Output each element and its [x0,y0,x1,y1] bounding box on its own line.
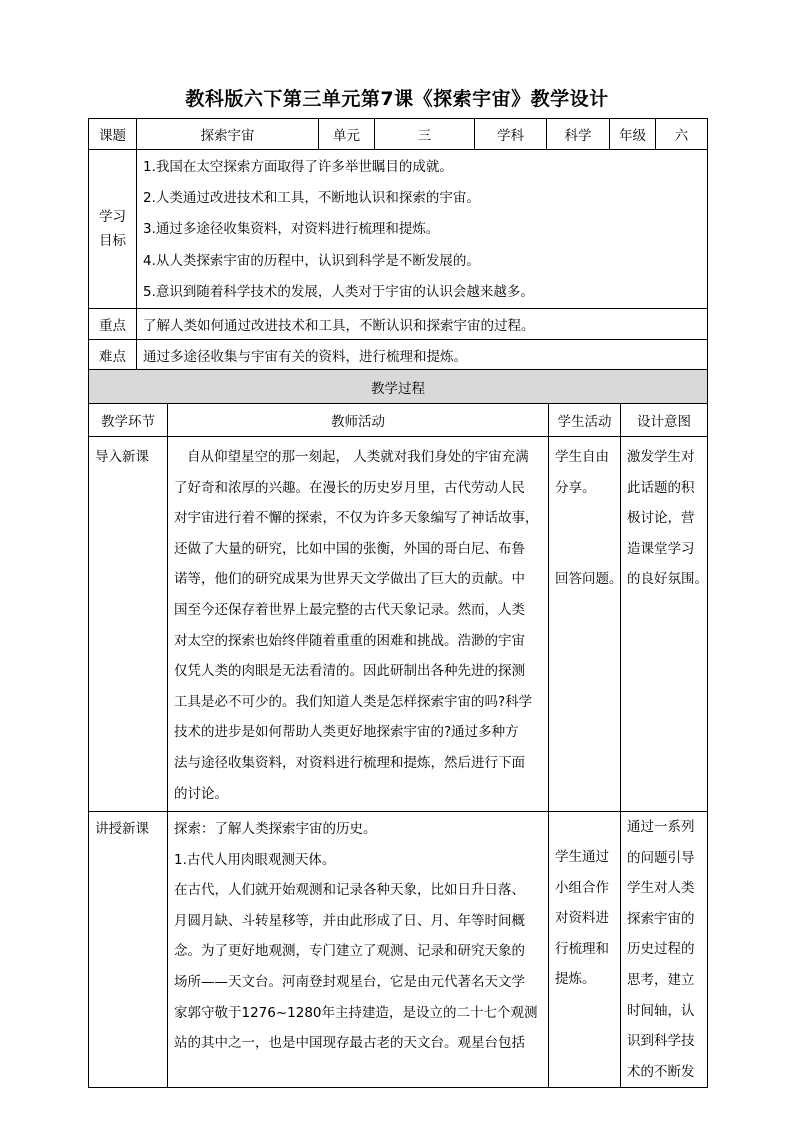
intent-text-line: 识到科学技 [627,1033,695,1050]
unit-value: 三 [375,119,475,150]
student-text-line: 行梳理和 [555,940,609,957]
difficulty-row [89,339,708,370]
teacher-text-line: 法与途径收集资料，对资料进行梳理和提炼，然后进行下面 [174,754,525,771]
goals-label-line2: 目标 [99,232,126,249]
teacher-text-line: 仅凭人类的肉眼是无法看清的。因此研制出各种先进的探测 [174,663,525,680]
teacher-activity-cell [168,437,549,812]
intent-text-line: 思考，建立 [627,971,695,988]
teacher-text-line: 1.古代人用肉眼观测天体。 [174,851,336,868]
stage-cell [89,812,168,1088]
student-activity-cell [549,812,621,1088]
info-row [89,119,708,150]
student-text-line: 小组合作 [555,879,609,896]
goals-row [89,150,708,309]
goal-item: 4.从人类探索宇宙的历程中，认识到科学是不断发展的。 [143,252,480,269]
teacher-text-line: 家郭守敬于1276~1280年主持建造，是设立的二十七个观测 [174,1004,538,1021]
teacher-text-line: 对太空的探索也始终伴随着重重的困难和挑战。浩渺的宇宙 [174,632,525,649]
intent-text-line: 学生对人类 [627,880,695,897]
unit-label: 单元 [319,119,375,150]
process-heading: 教学过程 [89,370,708,404]
teacher-text-line: 工具是必不可少的。我们知道人类是怎样探索宇宙的吗?科学 [174,693,533,710]
intent-text-line: 时间轴，认 [627,1002,695,1019]
student-activity-cell [549,437,621,812]
intent-text-line: 通过一系列 [627,819,695,835]
teacher-text-line: 诺等，他们的研究成果为世界天文学做出了巨大的贡献。中 [174,571,525,588]
key-point-row [89,308,708,339]
teacher-text-line: 国至今还保存着世界上最完整的古代天象记录。然而，人类 [174,601,525,618]
teacher-text-line: 月圆月缺、斗转星移等，并由此形成了日、月、年等时间概 [174,912,525,929]
subject-label: 学科 [475,119,547,150]
intent-text-line: 此话题的积 [627,479,695,496]
student-text-line: 学生自由 [555,449,609,465]
topic-value: 探索宇宙 [137,119,319,150]
intent-text-line: 术的不断发 [627,1063,695,1080]
intent-text-line: 的问题引导 [627,849,695,866]
teacher-text-line: 场所——天文台。河南登封观星台，它是由元代著名天文学 [174,973,525,990]
goal-item: 3.通过多途径收集资料，对资料进行梳理和提炼。 [143,221,440,238]
teacher-text-line: 在古代，人们就开始观测和记录各种天象，比如日升日落、 [174,882,525,899]
subject-value: 科学 [547,119,610,150]
teacher-text-line: 技术的进步是如何帮助人类更好地探索宇宙的?通过多种方 [174,724,519,741]
teacher-text-line: 自从仰望星空的那一刻起， 人类就对我们身处的宇宙充满 [187,449,529,465]
goal-item: 5.意识到随着科学技术的发展，人类对于宇宙的认识会越来越多。 [143,283,534,300]
intent-text-line: 造课堂学习 [627,540,695,557]
stage-label: 讲授新课 [95,821,149,837]
teacher-text-line: 念。为了更好地观测，专门建立了观测、记录和研究天象的 [174,943,525,960]
intent-text-line: 激发学生对 [627,449,695,465]
difficulty-label: 难点 [89,339,137,370]
teacher-text-line: 对宇宙进行着不懈的探索，不仅为许多天象编写了神话故事， [174,510,539,527]
goals-label [89,150,137,309]
intent-text-line: 探索宇宙的 [627,910,695,927]
design-intent-cell [621,812,708,1088]
stage-cell [89,437,168,812]
grade-value: 六 [656,119,708,150]
teacher-text-line: 站的其中之一，也是中国现存最古老的天文台。观星台包括 [174,1035,525,1052]
student-text-line: 学生通过 [555,849,609,865]
teacher-text-line: 的讨论。 [174,785,228,802]
key-point-label: 重点 [89,308,137,339]
goal-item: 2.人类通过改进技术和工具，不断地认识和探索的宇宙。 [143,190,480,207]
teacher-text-line: 探索：了解人类探索宇宙的历史。 [174,821,377,837]
column-header-stage: 教学环节 [89,404,168,437]
grade-label: 年级 [610,119,656,150]
goal-item: 1.我国在太空探索方面取得了许多举世瞩目的成就。 [143,159,453,175]
student-text-line: 回答问题。 [555,571,623,588]
teacher-text-line: 还做了大量的研究，比如中国的张衡，外国的哥白尼、布鲁 [174,540,525,557]
intent-text-line: 历史过程的 [627,941,695,958]
difficulty-text: 通过多途径收集与宇宙有关的资料，进行梳理和提炼。 [137,339,708,370]
student-text-line: 对资料进 [555,910,609,927]
stage-label: 导入新课 [95,449,149,465]
intent-text-line: 极讨论，营 [627,510,695,527]
teacher-text-line: 了好奇和浓厚的兴趣。在漫长的历史岁月里，古代劳动人民 [174,479,525,496]
column-header-intent: 设计意图 [621,404,708,437]
process-header-row [89,404,708,437]
student-text-line: 提炼。 [555,971,596,988]
intent-text-line: 的良好氛围。 [627,571,708,588]
teacher-activity-cell [168,812,549,1088]
goals-list [137,150,708,309]
lesson-info-table [88,118,708,371]
column-header-student: 学生活动 [549,404,621,437]
goals-label-line1: 学习 [99,208,126,225]
column-header-teacher: 教师活动 [168,404,549,437]
student-text-line: 分享。 [555,479,596,496]
process-row-intro [89,437,708,812]
topic-label: 课题 [89,119,137,150]
process-row-new-lesson [89,812,708,1088]
design-intent-cell [621,437,708,812]
teaching-process-table [88,369,708,1088]
key-point-text: 了解人类如何通过改进技术和工具，不断认识和探索宇宙的过程。 [137,308,708,339]
document-title: 教科版六下第三单元第7课《探索宇宙》教学设计 [185,88,609,110]
